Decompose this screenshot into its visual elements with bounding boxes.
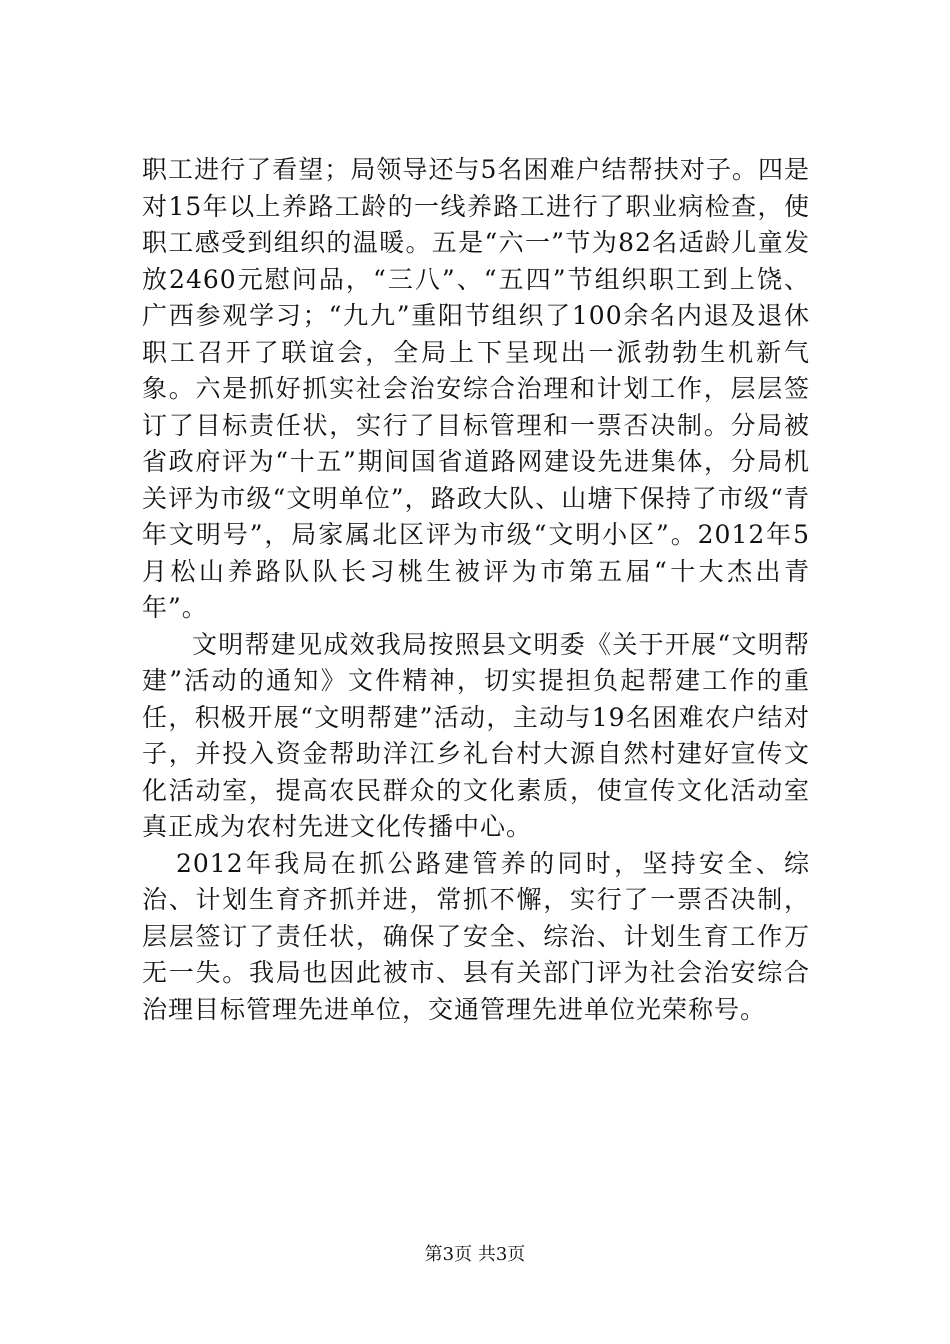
- paragraph-continuation: 职工进行了看望；局领导还与5名困难户结帮扶对子。四是对15年以上养路工龄的一线养路工进行了职业病检查，使职工感受到组织的温暖。五是“六一”节为82名适龄儿童发放2460元慰问品，“三八”、“五四”节组织职工到上饶、广西参观学习；“九九”重阳节组织了100余名内退及退休职工召开了联谊会，全局上下呈现出一派勃勃生机新气象。六是抓好抓实社会治安综合治理和计划工作，层层签订了目标责任状，实行了目标管理和一票否决制。分局被省政府评为“十五”期间国省道路网建设先进集体，分局机关评为市级“文明单位”，路政大队、山塘下保持了市级“青年文明号”，局家属北区评为市级“文明小区”。2012年5月松山养路队队长习桃生被评为市第五届“十大杰出青年”。: [142, 155, 810, 622]
- page-footer: 第3页 共3页: [424, 1244, 526, 1265]
- document-body: [142, 152, 810, 1028]
- paragraph-2012-summary: 2012年我局在抓公路建管养的同时，坚持安全、综治、计划生育齐抓并进，常抓不懈，实行了一票否决制，层层签订了责任状，确保了安全、综治、计划生育工作万无一失。我局也因此被市、县有关部门评为社会治安综合治理目标管理先进单位，交通管理先进单位光荣称号。: [142, 848, 810, 1024]
- paragraph-civilization-assistance: 文明帮建见成效我局按照县文明委《关于开展“文明帮建”活动的通知》文件精神，切实提担负起帮建工作的重任，积极开展“文明帮建”活动，主动与19名困难农户结对子，并投入资金帮助洋江乡礼台村大源自然村建好宣传文化活动室，提高农民群众的文化素质，使宣传文化活动室真正成为农村先进文化传播中心。: [142, 629, 810, 841]
